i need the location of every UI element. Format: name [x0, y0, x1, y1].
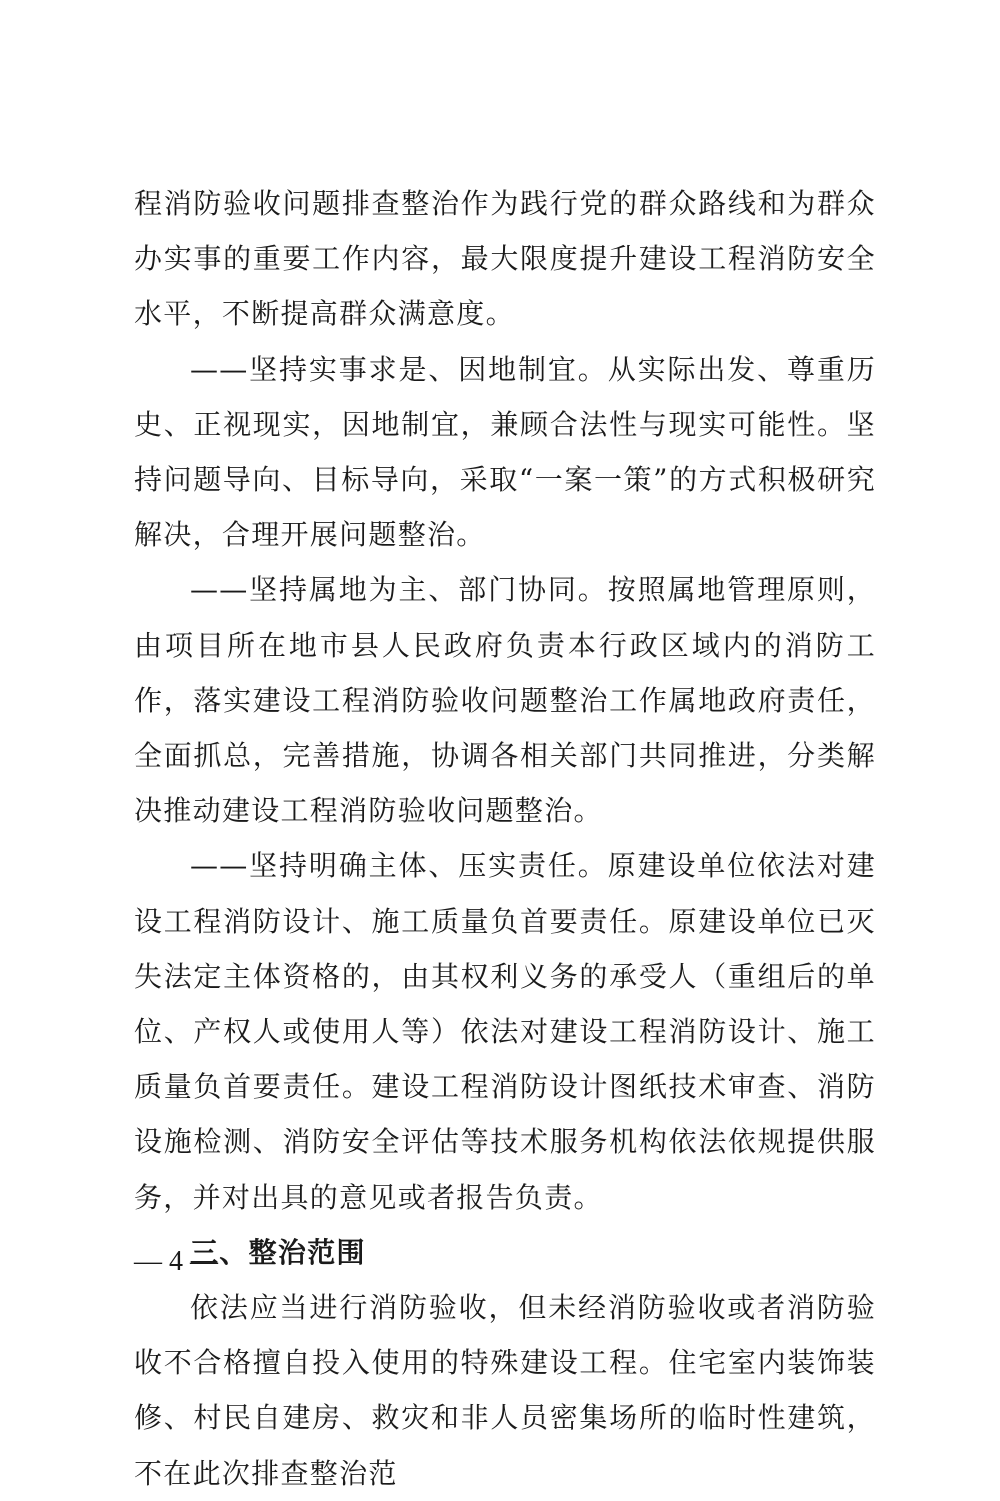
body-text: [134, 176, 876, 1501]
paragraph-continuation: 程消防验收问题排查整治作为践行党的群众路线和为群众办实事的重要工作内容，最大限度提升建设工程消防安全水平，不断提高群众满意度。: [134, 187, 876, 331]
page-number: — 4 —: [134, 1246, 218, 1277]
paragraph-principle-facts: ——坚持实事求是、因地制宜。从实际出发、尊重历史、正视现实，因地制宜，兼顾合法性与现实可能性。坚持问题导向、目标导向，采取“一案一策”的方式积极研究解决，合理开展问题整治。: [134, 352, 876, 552]
section-heading: 三、整治范围: [190, 1235, 366, 1269]
paragraph-principle-responsibility: ——坚持明确主体、压实责任。原建设单位依法对建设工程消防设计、施工质量负首要责任。原建设单位已灭失法定主体资格的，由其权利义务的承受人（重组后的单位、产权人或使用人等）依法对建设工程消防设计、施工质量负首要责任。建设工程消防设计图纸技术审查、消防设施检测、消防安全评估等技术服务机构依法依规提供服务，并对出具的意见或者报告负责。: [134, 849, 876, 1214]
paragraph-scope: 依法应当进行消防验收，但未经消防验收或者消防验收不合格擅自投入使用的特殊建设工程。住宅室内装饰装修、村民自建房、救灾和非人员密集场所的临时性建筑，不在此次排查整治范: [134, 1291, 876, 1490]
paragraph-principle-territorial: ——坚持属地为主、部门协同。按照属地管理原则，由项目所在地市县人民政府负责本行政区域内的消防工作，落实建设工程消防验收问题整治工作属地政府责任，全面抓总，完善措施，协调各相关部门共同推进，分类解决推动建设工程消防验收问题整治。: [134, 573, 876, 828]
